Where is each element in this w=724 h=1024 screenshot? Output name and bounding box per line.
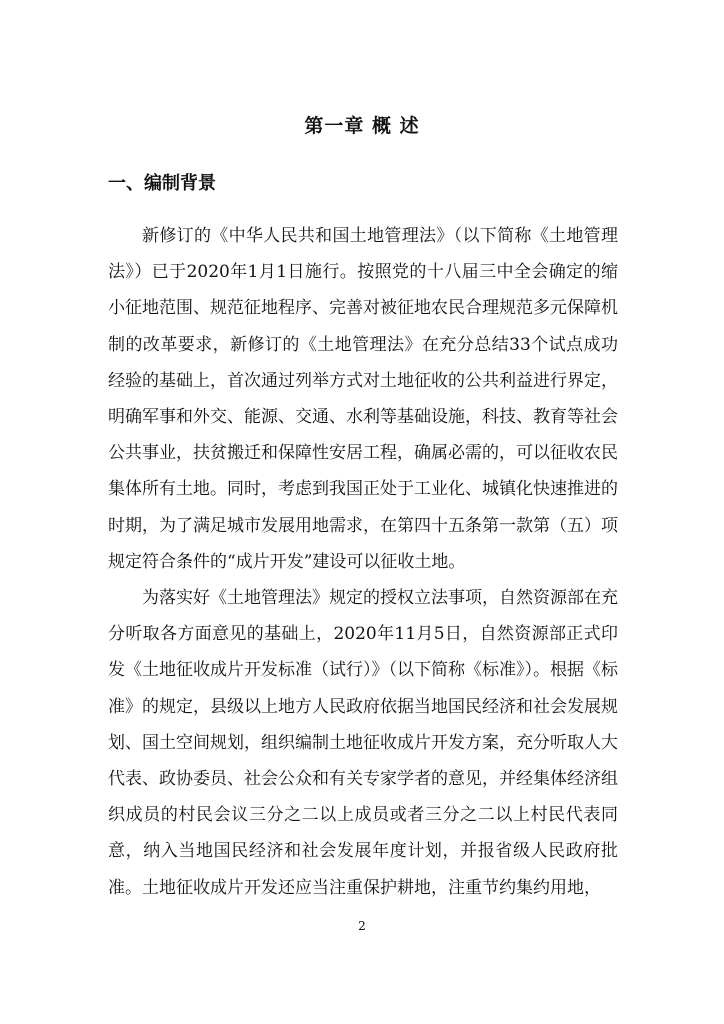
body-text xyxy=(108,218,618,906)
paragraph-background-2: 为落实好《土地管理法》规定的授权立法事项，自然资源部在充分听取各方面意见的基础上，2020年11月5日，自然资源部正式印发《土地征收成片开发标准（试行）》（以下简称《标准》）。根据《标准》的规定，县级以上地方人民政府依据当地国民经济和社会发展规划、国土空间规划，组织编制土地征收成片开发方案，充分听取人大代表、政协委员、社会公众和有关专家学者的意见，并经集体经济组织成员的村民会议三分之二以上成员或者三分之二以上村民代表同意，纳入当地国民经济和社会发展年度计划，并报省级人民政府批准。土地征收成片开发还应当注重保护耕地，注重节约集约用地， xyxy=(108,588,618,898)
section-heading: 一、编制背景 xyxy=(108,173,216,194)
chapter-title: 第一章 概 述 xyxy=(304,115,420,137)
paragraph-background-1: 新修订的《中华人民共和国土地管理法》（以下简称《土地管理法》）已于2020年1月1日施行。按照党的十八届三中全会确定的缩小征地范围、规范征地程序、完善对被征地农民合理规范多元保障机制的改革要求，新修订的《土地管理法》在充分总结33个试点成功经验的基础上，首次通过列举方式对土地征收的公共利益进行界定，明确军事和外交、能源、交通、水利等基础设施，科技、教育等社会公共事业，扶贫搬迁和保障性安居工程，确属必需的，可以征收农民集体所有土地。同时，考虑到我国正处于工业化、城镇化快速推进的时期，为了满足城市发展用地需求，在第四十五条第一款第（五）项规定符合条件的“成片开发”建设可以征收土地。 xyxy=(108,226,618,572)
page-number: 2 xyxy=(358,919,366,933)
